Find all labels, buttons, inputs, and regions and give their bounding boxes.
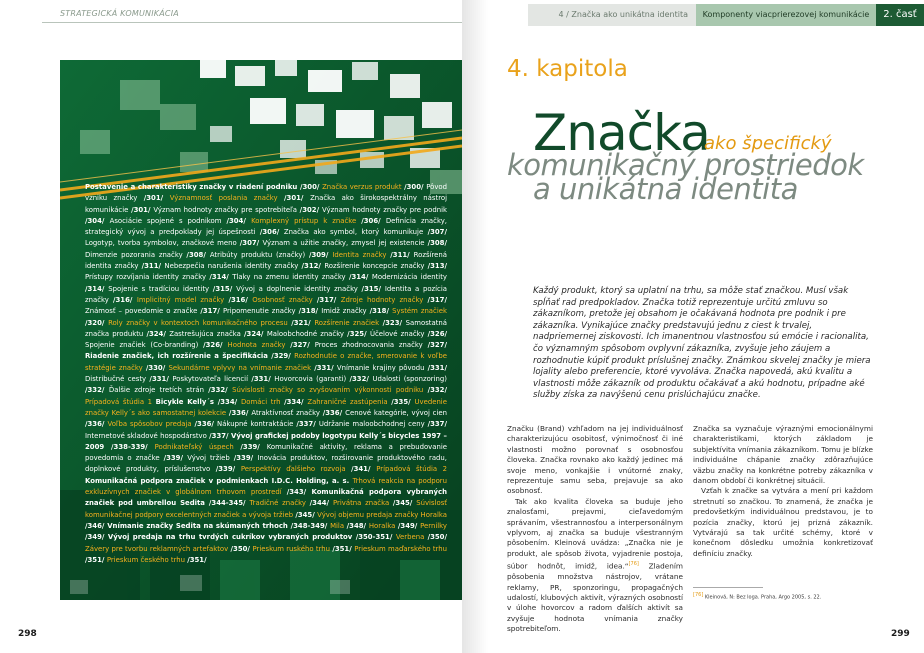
chapter-title-line1: ako špecifický [704, 133, 832, 154]
contents-entry: Účelové značky [369, 329, 428, 338]
contents-entry: Horalka [368, 521, 398, 530]
contents-entry: Rozšírenie koncepcie značky [324, 262, 428, 271]
chapter-contents-list [85, 182, 447, 566]
contents-entry: /336/ [194, 420, 218, 429]
contents-entry: Vývoj tržieb [187, 454, 234, 463]
contents-entry: /301/ [143, 194, 170, 203]
contents-entry: Spojenie s tradíciou identity [108, 284, 213, 293]
contents-entry: Vývoj grafickej podoby logotypu Kelly´s bicycles 1997 – 2009 /338-339/ [85, 431, 447, 451]
contents-entry: Atraktívnosť značky [251, 408, 323, 417]
contents-entry: /350/ [230, 544, 253, 553]
chapter-title-line2: komunikačný prostriedok [507, 148, 864, 182]
contents-entry: Udržanie maloobchodnej ceny [318, 420, 428, 429]
contents-entry: /317/ [316, 295, 341, 304]
contents-entry: Identita značky [332, 250, 391, 259]
contents-entry: Komunikačná podpora značiek v podmienkach I.D.C. Holding, a. s. [85, 476, 353, 485]
contents-entry: /307/ [239, 239, 263, 248]
body-column-2 [693, 424, 873, 559]
contents-entry: Súvislosť komunikačnej podpory excelentných značiek a vývoja tržieb [85, 499, 447, 519]
contents-entry: Vývoj predaja na trhu tvrdých cukríkov vybraných produktov /350-351/ [107, 533, 396, 542]
contents-entry: /327/ [427, 341, 447, 350]
contents-entry: /339/ [240, 442, 267, 451]
footnote-rule [693, 587, 763, 588]
contents-entry: /332/ [208, 386, 233, 395]
contents-entry: /315/ [361, 284, 385, 293]
contents-entry: /304/ [85, 216, 110, 225]
contents-entry: Prípadová štúdia 1 [85, 397, 156, 406]
running-head-component: Komponenty viacprierezovej komunikácie [696, 4, 876, 26]
contents-entry: Postavenie a charakteristiky značky v riadení podniku /300/ [85, 183, 323, 191]
contents-entry: /339/ [215, 465, 241, 474]
contents-entry: Privátna značka [333, 499, 393, 508]
contents-entry: /326/ [203, 341, 228, 350]
contents-entry: /314/ [209, 273, 233, 282]
contents-entry: Distribučné cesty [85, 375, 150, 384]
contents-entry: Hovorcovia (garanti) [274, 375, 350, 384]
contents-entry: Rozhodnutie o značke, smerovanie k voľbe stratégie značky [85, 352, 447, 372]
contents-entry: Závery pre tvorbu reklamných artefaktov [85, 544, 231, 553]
contents-entry: /309/ [308, 250, 333, 259]
body-paragraph: Značku (Brand) vzhľadom na jej individuálnosť charakterizujúcu osobitosť, výnimočnosť či iné vlastnosti možno porovnať s osobnosťou človeka. Značka rovnako ako každý jedinec má svoje meno, vonkajšie i vnútorné znaky, reprezentuje samu seba, prejavuje sa ako osobnosť. [507, 424, 683, 496]
contents-entry: /302/ [299, 205, 322, 214]
contents-entry: /335/ [391, 397, 415, 406]
contents-entry: Význam hodnoty značky pre podnik [322, 205, 447, 214]
contents-entry: Uvedenie značky Kelly´s ako samostatnej kolekcie [85, 397, 447, 417]
contents-entry: /300/ [404, 183, 427, 191]
contents-entry: /339/ [163, 454, 188, 463]
contents-entry: Prieskum maďarského trhu [354, 544, 447, 553]
contents-entry: /318/ [369, 307, 393, 316]
contents-entry: Dimenzie pozorania značky [85, 250, 187, 259]
contents-entry: /331/ [314, 363, 337, 372]
contents-entry: Nebezpečia narušenia identity značky [164, 262, 302, 271]
contents-entry: Samostatná značka produktu [85, 318, 448, 338]
contents-entry: Zdroje hodnoty značky [340, 295, 428, 304]
contents-entry: Značka ako širokospektrálny nástroj komunikácie [85, 194, 448, 214]
footnote [693, 592, 873, 601]
footnote-text: Kleinová, N: Bez loga. Praha, Argo 2005, s. 22. [703, 594, 822, 601]
contents-entry: Zastrešujúca značka [169, 329, 245, 338]
contents-entry: Bicykle Kelly´s [155, 397, 218, 406]
body-paragraph: Značka sa vyznačuje výraznými emocionálnymi charakteristikami, ktorých základom je subjektívita vnímania zákazníkom. Tomu je blízke individuálne chápanie značky zdôrazňujúce väzbu značky na konkrétne potreby zákazníka v danom období či konkrétnej situácii. [693, 424, 873, 486]
contents-entry: Súvislosti značky so zvyšovaním výkonnosti podniku [232, 386, 428, 395]
contents-entry: Prieskum ruského trhu [252, 544, 333, 553]
contents-entry: /341/ [351, 465, 377, 474]
contents-entry: Vývoj objemu predaja značky Horalka [317, 510, 448, 519]
body-column-1 [507, 424, 683, 635]
body-text: Zladením pôsobenia množstva nástrojov, vrátane reklamy, PR, sponzoringu, propagačných udalostí, klubových aktivít, výrazných osobností v úlohe hovorcov a radom ďalších aktivít sa zvyšuje hodnota vnímania značky spotrebiteľom. [507, 561, 683, 634]
contents-entry: Rozšírenie značiek [314, 318, 383, 327]
contents-entry: /351/ [85, 555, 107, 564]
contents-entry: Proces zhodnocovania značky [314, 341, 428, 350]
contents-entry: /315/ [212, 284, 237, 293]
running-head-section: 4 / Značka ako unikátna identita [528, 4, 696, 26]
contents-entry: /348/ [346, 521, 369, 530]
contents-entry: Komunikačná podpora vybraných značiek pod umbrellou Sedita /344-345/ [85, 488, 447, 508]
contents-entry: Vnímanie krajiny pôvodu [336, 363, 428, 372]
contents-entry: /317/ [200, 307, 223, 316]
contents-entry: Značka verzus produkt [322, 183, 405, 191]
contents-entry: /351/ [332, 544, 355, 553]
contents-entry: Udalosti (sponzoring) [372, 375, 447, 384]
contents-entry: /312/ [301, 262, 325, 271]
contents-entry: Vývoj a doplnenie identity značky [236, 284, 362, 293]
contents-entry: /301/ [284, 194, 311, 203]
contents-entry: /345/ [295, 510, 318, 519]
contents-entry: /332/ [349, 375, 373, 384]
chapter-title-main: Značka [533, 104, 710, 162]
contents-entry: /336/ [85, 420, 108, 429]
part-badge: 2. časť [876, 4, 924, 26]
contents-entry: Modernizácia identity [371, 273, 447, 282]
contents-entry: Internetové skladové hospodárstvo [85, 431, 210, 440]
contents-entry: Pernilky [420, 521, 448, 530]
contents-entry: Významnosť poslania značky [169, 194, 285, 203]
contents-entry: /345/ [392, 499, 417, 508]
contents-entry: Prípadová štúdia 2 [376, 465, 448, 474]
contents-entry: /332/ [427, 386, 447, 395]
chapter-contents-panel [60, 60, 462, 600]
contents-entry: Trhová reakcia na podporu exkluzívnych značiek v globálnom trhovom prostredí [85, 476, 448, 497]
contents-entry: /344/ [309, 499, 333, 508]
contents-entry: Perspektívy ďalšieho rozvoja [240, 465, 352, 474]
contents-entry: Roly značky v kontextoch komunikačného procesu [108, 318, 292, 327]
contents-entry: /325/ [347, 329, 370, 338]
contents-entry: Hodnota značky [227, 341, 291, 350]
contents-entry: Zahraničné zastúpenia [307, 397, 392, 406]
contents-entry: Logotyp, tvorba symbolov, značkové meno [85, 239, 240, 248]
contents-entry: /334/ [284, 397, 308, 406]
footnote-mark: [76] [693, 592, 704, 598]
contents-entry: /351/ [187, 555, 207, 564]
contents-entry: /336/ [228, 408, 252, 417]
contents-entry: /306/ [361, 216, 386, 225]
contents-entry: Implicitný model značky [136, 295, 229, 304]
contents-entry: Sekundárne vplyvy na vnímanie značiek [168, 363, 315, 372]
contents-entry: /332/ [85, 386, 109, 395]
contents-entry: Známosť – povedomie o značke [85, 307, 201, 316]
contents-entry: Význam a užitie značky, zmysel jej existencie [262, 239, 428, 248]
contents-entry: Identita a pozícia značky [85, 284, 447, 304]
contents-entry: /314/ [348, 273, 372, 282]
contents-entry: /314/ [85, 284, 109, 293]
gutter-shadow [462, 0, 488, 653]
contents-entry: Komunikačné aktivity, reklama a prebudovanie povedomia o značke [85, 442, 447, 463]
contents-entry: Verbena [395, 533, 428, 542]
contents-entry: /339/ [233, 454, 258, 463]
contents-entry: Systém značiek [392, 307, 447, 316]
contents-entry: /331/ [427, 363, 447, 372]
contents-entry: Značka ako symbol, ktorý komunikuje [283, 228, 428, 237]
contents-entry: Spojenie značiek (Co-branding) [85, 341, 204, 350]
contents-entry: /316/ [113, 295, 137, 304]
contents-entry: /336/ [322, 408, 346, 417]
contents-entry: /327/ [290, 341, 315, 350]
contents-entry: Rozšírená identita značky [85, 250, 447, 271]
contents-entry: Cenové kategórie, vývoj cien [345, 408, 447, 417]
contents-entry: Voľba spôsobov predaja [107, 420, 195, 429]
contents-entry: Inovácia produktov, rozširovanie produktového radu, doplnkové produkty, príslušenstvo [85, 454, 447, 474]
chapter-number: 4. kapitola [507, 56, 628, 82]
contents-entry: /307/ [427, 228, 447, 237]
contents-entry: Domáci trh [240, 397, 285, 406]
contents-entry: Pripomenutie značky [222, 307, 299, 316]
footnote-reference: [76] [628, 561, 639, 568]
contents-entry: Imidž značky [321, 307, 370, 316]
contents-entry: /324/ [244, 329, 267, 338]
contents-entry: Riadenie značiek, ich rozšírenie a špecifikácia /329/ [85, 352, 295, 361]
contents-entry: Význam hodnoty značky pre spotrebiteľa [153, 205, 300, 214]
contents-entry: /316/ [228, 295, 253, 304]
contents-entry: /308/ [427, 239, 447, 248]
chapter-title-line3: a unikátna identita [533, 172, 798, 206]
contents-entry: Atribúty produktu (značky) [209, 250, 309, 259]
contents-entry: Definícia značky, strategický vývoj a predpoklady jej úspešnosti [85, 216, 447, 237]
contents-entry: Tlaky na zmenu identity značky [232, 273, 349, 282]
contents-entry: /349/ [85, 533, 108, 542]
lead-paragraph: Každý produkt, ktorý sa uplatní na trhu, sa môže stať značkou. Musí však spĺňať rad predpokladov. Značka totiž reprezentuje určitú zmluvu so zákazníkom, pretože jej obsahom je očakávaná hodnota pre podnik i pre zákazníka. Vynikajúce značky predstavujú jednu z ciest k trvalej, nadpriemernej ziskovosti. Ich imanentnou vlastnosťou sú emócie i racionalita, čo významným spôsobom ovplyvní zákazníka, zvyšuje jeho záujem a rozhodnutie kúpiť produkt príslušnej značky. Známkou skvelej značky je miera lojality alebo preferencie, ktoré vyvoláva. Značka napovedá, akú kvalitu a vlastnosti môže zákazník od produktu očakávať a akú hodnotu, prípadne aké služby získa za navýšenú cenu prislúchajúcu značke. [533, 286, 871, 401]
contents-entry: /323/ [382, 318, 406, 327]
contents-entry: Maloobchodné značky [266, 329, 348, 338]
contents-entry: /324/ [146, 329, 170, 338]
contents-entry: Pôvod vzniku značky [85, 183, 447, 203]
body-text: Tak ako kvalita človeka sa buduje jeho znalosťami, prejavmi, cieľavedomým správaním, všestrannosťou a interpersonálnym vplyvom, aj značka sa buduje všestranným pôsobením. Kleinová uvádza: „Značka nie je produkt, ale spôsob života, vyjadrenie postoja, súbor hodnôt, imidž, idea.“ [507, 496, 683, 571]
contents-entry: /331/ [251, 375, 275, 384]
contents-entry: Podnikateľský úspech [154, 442, 241, 451]
contents-entry: /313/ [427, 262, 448, 271]
contents-entry: /350/ [427, 533, 447, 542]
contents-entry: Poskytovateľa licencií [172, 375, 252, 384]
contents-entry: /337/ [296, 420, 319, 429]
contents-entry: /337/ [427, 420, 447, 429]
contents-entry: /331/ [149, 375, 173, 384]
contents-entry: /334/ [217, 397, 241, 406]
contents-entry: Asociácie spojené s podnikom [109, 216, 227, 225]
body-paragraph [507, 497, 683, 635]
contents-entry: /330/ [145, 363, 169, 372]
page-number-right: 299 [891, 629, 910, 639]
contents-entry: Komplexný prístup k značke [251, 216, 362, 225]
contents-entry: /326/ [427, 329, 448, 338]
body-paragraph: Vzťah k značke sa vytvára a mení pri každom stretnutí so značkou. To znamená, že značka je predovšetkým individuálnou predstavou, je to pozícia značky, ktorú jej prizná zákazník. Vytvárajú sa tak určité schémy, ktoré v konečnom dôsledku umožnia konkretizovať definíciu značky. [693, 486, 873, 558]
contents-entry: Nákupné kontraktácie [217, 420, 297, 429]
contents-entry: Vnímanie značky Sedita na skúmaných trhoch /348-349/ [107, 521, 331, 530]
contents-entry: /320/ [85, 318, 109, 327]
running-head-left: STRATEGICKÁ KOMUNIKÁCIA [60, 9, 179, 18]
contents-entry: Tradičné značky [249, 499, 310, 508]
contents-entry: /308/ [186, 250, 210, 259]
contents-entry: /301/ [131, 205, 154, 214]
contents-entry: /349/ [397, 521, 421, 530]
contents-entry: Prieskum českého trhu [106, 555, 188, 564]
contents-entry: /343/ [286, 488, 312, 497]
contents-entry: /337/ [209, 431, 232, 440]
page-number-left: 298 [18, 629, 37, 639]
contents-entry: /311/ [390, 250, 414, 259]
contents-entry: Prístupy rozvíjania identity značky [85, 273, 210, 282]
contents-entry: /318/ [298, 307, 322, 316]
contents-entry: Osobnosť značky [252, 295, 317, 304]
contents-entry: /311/ [141, 262, 165, 271]
contents-entry: /306/ [259, 228, 284, 237]
header-rule [42, 22, 462, 23]
contents-entry: /304/ [226, 216, 252, 225]
contents-entry: Mila [330, 521, 347, 530]
contents-entry: /317/ [427, 295, 447, 304]
contents-entry: Ďalšie zdroje tretích strán [108, 386, 209, 395]
contents-entry: /321/ [291, 318, 315, 327]
contents-entry: /346/ [85, 521, 108, 530]
